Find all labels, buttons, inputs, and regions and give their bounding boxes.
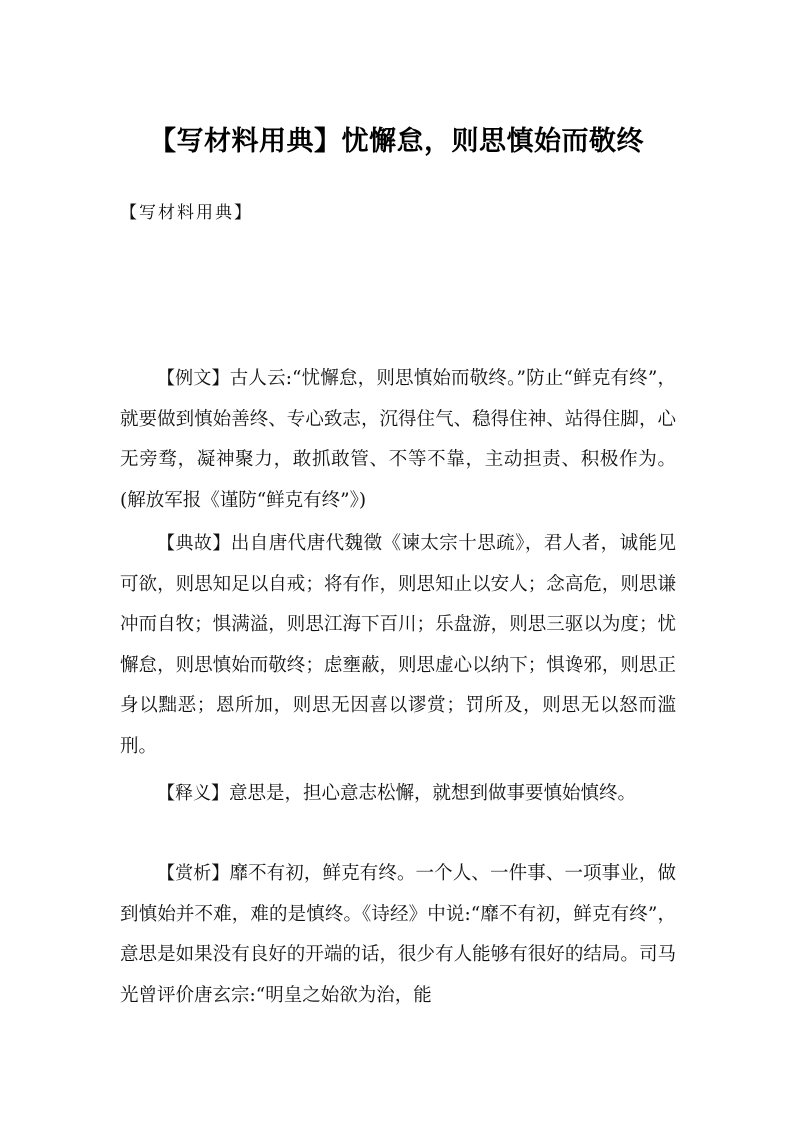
- document-title: 【写材料用典】忧懈怠，则思慎始而敬终: [149, 126, 644, 157]
- paragraph-tag: 【例文】: [157, 368, 230, 389]
- paragraph-appreciation: [120, 854, 676, 1016]
- paragraph-example: [120, 359, 676, 521]
- paragraph-tag: 【赏析】: [157, 863, 230, 884]
- paragraph-text: 靡不有初，鲜克有终。一个人、一件事、一项事业，做到慎始并不难，难的是慎终。《诗经》中说:“靡不有初，鲜克有终”，意思是如果没有良好的开端的话，很少有人能够有很好的结局。司马光曾评价唐玄宗:“明皇之始欲为治，能: [120, 863, 676, 1006]
- paragraph-meaning: [120, 774, 676, 815]
- paragraph-text: 意思是，担心意志松懈，就想到做事要慎始慎终。: [229, 783, 637, 804]
- paragraph-text: 古人云:“忧懈怠，则思慎始而敬终。”防止“鲜克有终”，就要做到慎始善终、专心致志，沉得住气、稳得住神、站得住脚，心无旁骛，凝神聚力，敢抓敢管、不等不靠，主动担责、积极作为。(解放军报《谨防“鲜克有终”》): [120, 368, 676, 511]
- paragraph-tag: 【释义】: [157, 783, 229, 804]
- paragraph-allusion: [120, 524, 676, 767]
- section-subheading: 【写材料用典】: [120, 203, 253, 223]
- paragraph-text: 出自唐代唐代魏徵《谏太宗十思疏》，君人者，诚能见可欲，则思知足以自戒；将有作，则思知止以安人；念高危，则思谦冲而自牧；惧满溢，则思江海下百川；乐盘游，则思三驱以为度；忧懈怠，则思慎始而敬终；虑壅蔽，则思虚心以纳下；惧谗邪，则思正身以黜恶；恩所加，则思无因喜以谬赏；罚所及，则思无以怒而滥刑。: [120, 533, 676, 757]
- paragraph-tag: 【典故】: [157, 533, 231, 554]
